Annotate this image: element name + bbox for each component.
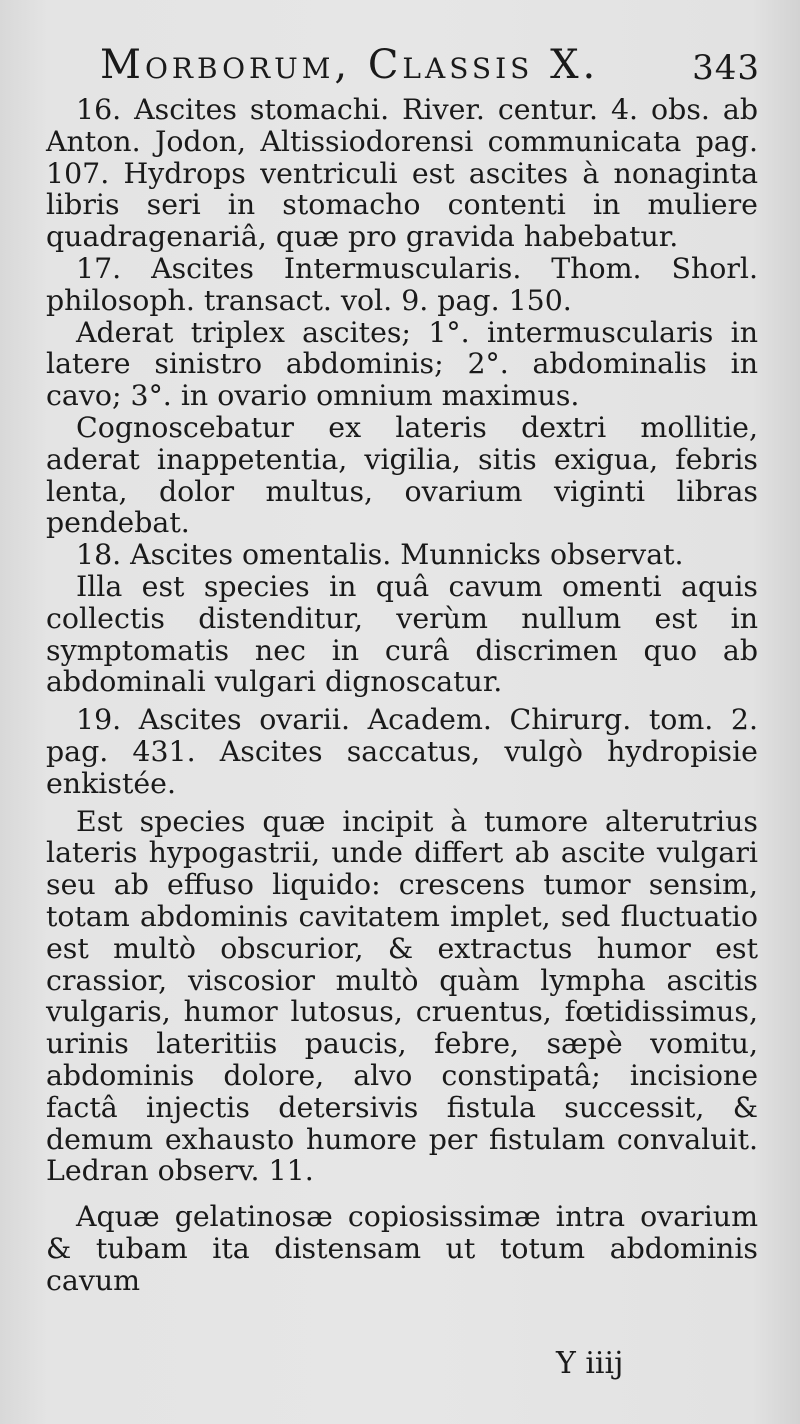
catchword: Y iiij: [556, 1346, 624, 1381]
paragraph-aquae: Aquæ gelatinosæ copiosissimæ intra ovarium & tubam ita distensam ut totum abdominis cavum: [46, 1200, 758, 1297]
page-body: [46, 94, 758, 1296]
header-title: Morborum, Classis X.: [100, 42, 600, 88]
page-number: 343: [692, 48, 760, 88]
paragraph-18-text: Illa est species in quâ cavum omenti aquis collectis distenditur, verùm nullum est in symptomatis nec in curâ discrimen quo ab abdominali vulgari dignoscatur.: [46, 569, 758, 699]
paragraph-19-text: Est species quæ incipit à tumore alterutrius lateris hypogastrii, unde differt ab ascite vulgari seu ab effuso liquido: crescens tumor sensim, totam abdominis cavitatem implet, sed fluctuatio est multò obscurior, & extractus humor est crassior, viscosior multò quàm lympha ascitis vulgaris, humor lutosus, cruentus, fœtidissimus, urinis lateritiis paucis, febre, sæpè vomitu, abdominis dolore, alvo constipatâ; incisione factâ injectis detersivis fistula successit, & demum exhausto humore per fistulam convaluit. Ledran observ. 11.: [46, 804, 758, 1188]
paragraph-17-cognoscebatur: Cognoscebatur ex lateris dextri mollitie, aderat inappetentia, vigilia, sitis exigua, febris lenta, dolor multus, ovarium viginti libras pendebat.: [46, 410, 758, 540]
paragraph-18-heading: 18. Ascites omentalis. Munnicks observat.: [76, 538, 684, 572]
paragraph-17-heading: 17. Ascites Intermuscularis. Thom. Shorl. philosoph. transact. vol. 9. pag. 150.: [46, 251, 758, 317]
paragraph-16-ascites-stomachi: 16. Ascites stomachi. River. centur. 4. obs. ab Anton. Jodon, Altissiodorensi communicata pag. 107. Hydrops ventriculi est ascites à nonaginta libris seri in stomacho contenti in muliere quadragenariâ, quæ pro gravida habebatur.: [46, 93, 758, 254]
paragraph-17-text: Aderat triplex ascites; 1°. intermuscularis in latere sinistro abdominis; 2°. abdominalis in cavo; 3°. in ovario omnium maximus.: [46, 315, 758, 413]
paragraph-19-heading: 19. Ascites ovarii. Academ. Chirurg. tom. 2. pag. 431. Ascites saccatus, vulgò hydropisie enkistée.: [46, 703, 758, 800]
running-header: [100, 42, 760, 98]
